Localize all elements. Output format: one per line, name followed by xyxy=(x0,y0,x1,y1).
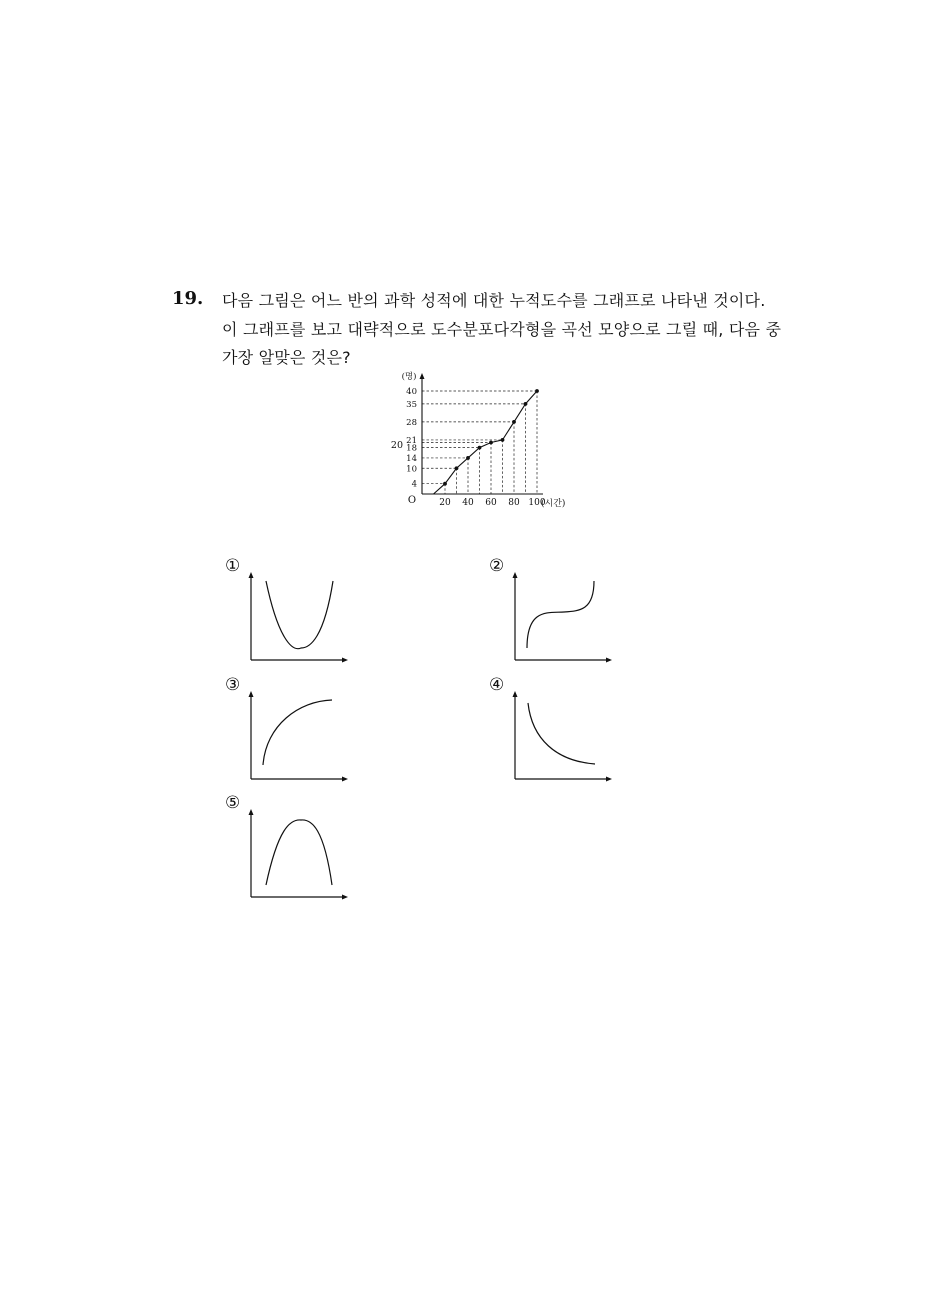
data-point xyxy=(535,389,539,393)
data-point xyxy=(455,466,459,470)
y-axis-arrow-icon xyxy=(249,572,254,578)
inverted-u-curve xyxy=(266,820,332,885)
y-axis-arrow-icon xyxy=(513,572,518,578)
x-tick-label: 20 xyxy=(439,498,451,508)
y-tick-label: 18 xyxy=(406,443,417,454)
u-shaped-curve xyxy=(266,581,333,649)
x-axis-arrow-icon xyxy=(606,777,612,782)
data-point xyxy=(501,438,505,442)
question-text-line-3: 가장 알맞은 것은? xyxy=(222,348,351,367)
data-point xyxy=(524,402,528,406)
y-tick-label: 20 xyxy=(390,440,403,451)
s-shaped-curve xyxy=(527,581,594,648)
x-axis-arrow-icon xyxy=(342,777,348,782)
x-axis-arrow-icon xyxy=(342,658,348,663)
data-point xyxy=(443,482,447,486)
y-tick-label: 14 xyxy=(406,453,417,464)
x-axis-arrow-icon xyxy=(342,895,348,900)
data-point xyxy=(512,420,516,424)
y-tick-label: 4 xyxy=(411,479,417,490)
x-tick-label: 100 xyxy=(528,498,546,508)
question-number: 19. xyxy=(172,288,204,309)
y-tick-label: 35 xyxy=(406,399,417,410)
y-axis-arrow-icon xyxy=(249,691,254,697)
option-5-graph[interactable] xyxy=(244,805,354,903)
question-text-line-2: 이 그래프를 보고 대략적으로 도수분포다각형을 곡선 모양으로 그릴 때, 다음 중 xyxy=(222,320,782,339)
data-point xyxy=(478,446,482,450)
x-tick-label: 40 xyxy=(462,498,474,508)
origin-label: O xyxy=(407,495,417,506)
decreasing-curve xyxy=(528,703,595,764)
option-4-label[interactable]: ④ xyxy=(489,675,505,695)
option-1-graph[interactable] xyxy=(244,568,354,666)
y-tick-label: 21 xyxy=(406,435,417,446)
option-3-graph[interactable] xyxy=(244,687,354,785)
y-tick-label: 28 xyxy=(406,417,417,428)
option-3-label[interactable]: ③ xyxy=(225,675,241,695)
data-point xyxy=(466,456,470,460)
question-text-line-1: 다음 그림은 어느 반의 과학 성적에 대한 누적도수를 그래프로 나타낸 것이다. xyxy=(222,291,766,310)
guide-lines xyxy=(422,391,537,494)
chart-series xyxy=(434,389,539,494)
option-4-graph[interactable] xyxy=(508,687,618,785)
y-axis-arrow-icon xyxy=(513,691,518,697)
x-axis-arrow-icon xyxy=(606,658,612,663)
y-axis-label: (명) xyxy=(401,372,417,382)
y-axis-arrow-icon xyxy=(249,809,254,815)
y-tick-label: 10 xyxy=(406,464,417,475)
y-axis-arrow-icon xyxy=(420,373,425,379)
option-1-label[interactable]: ① xyxy=(225,556,241,576)
increasing-curve xyxy=(263,700,332,765)
option-2-graph[interactable] xyxy=(508,568,618,666)
data-point xyxy=(489,441,493,445)
option-2-label[interactable]: ② xyxy=(489,556,505,576)
x-tick-label: 60 xyxy=(485,498,497,508)
y-tick-label: 40 xyxy=(406,387,417,397)
x-tick-label: 80 xyxy=(508,498,520,508)
cumulative-frequency-chart xyxy=(380,368,580,513)
option-5-label[interactable]: ⑤ xyxy=(225,793,241,813)
x-axis-label: (시간) xyxy=(541,499,566,509)
